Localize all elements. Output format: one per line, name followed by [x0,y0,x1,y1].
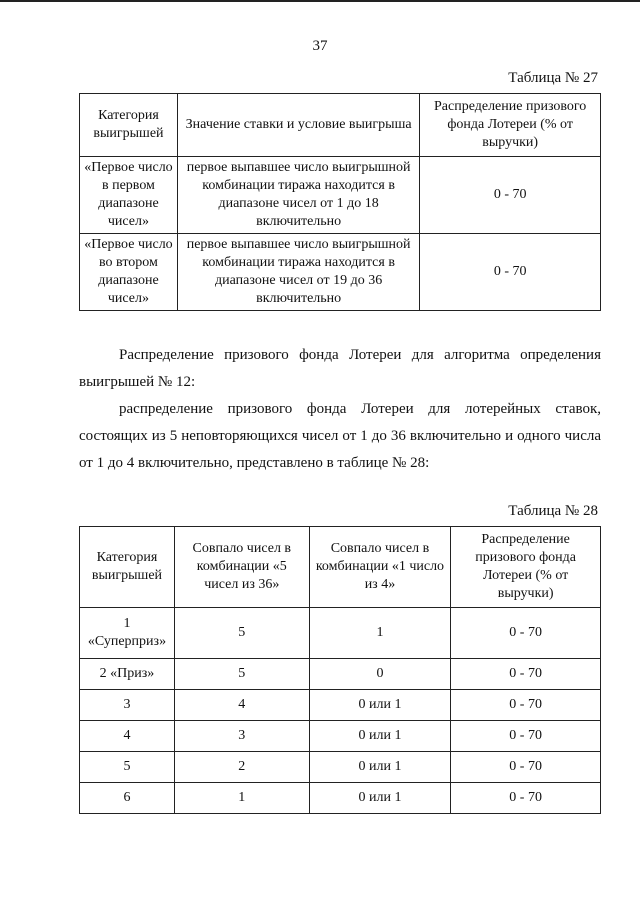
table-row [80,783,601,814]
header-match-1-of-4: Совпало чисел в комбинации «1 число из 4» [309,527,451,608]
table-28 [79,526,601,814]
cell-match-1-of-4: 0 [309,659,451,690]
header-category: Категория выигрышей [80,94,178,157]
cell-distribution: 0 - 70 [420,234,601,311]
cell-match-1-of-4: 0 или 1 [309,721,451,752]
cell-distribution: 0 - 70 [451,608,601,659]
cell-distribution: 0 - 70 [451,659,601,690]
table-27 [79,93,601,311]
cell-distribution: 0 - 70 [451,752,601,783]
cell-match-5-of-36: 2 [174,752,309,783]
table-row [80,721,601,752]
cell-match-5-of-36: 5 [174,608,309,659]
cell-match-5-of-36: 4 [174,690,309,721]
header-category: Категория выигрышей [80,527,175,608]
header-prize-fund: Распределение призового фонда Лотереи (% от выручки) [420,94,601,157]
cell-distribution: 0 - 70 [451,690,601,721]
cell-condition: первое выпавшее число выигрышной комбинации тиража находится в диапазоне чисел от 19 до 36 включительно [177,234,419,311]
cell-match-1-of-4: 1 [309,608,451,659]
table-header-row [80,527,601,608]
table-28-title: Таблица № 28 [508,503,598,519]
cell-category: 6 [80,783,175,814]
cell-match-5-of-36: 5 [174,659,309,690]
cell-distribution: 0 - 70 [451,721,601,752]
table-27-title: Таблица № 27 [508,70,598,86]
table-row [80,234,601,311]
cell-distribution: 0 - 70 [451,783,601,814]
page-number: 37 [312,38,328,54]
cell-category: «Первое число во втором диапазоне чисел» [80,234,178,311]
cell-distribution: 0 - 70 [420,157,601,234]
scan-edge-line [0,0,640,2]
cell-category: 5 [80,752,175,783]
cell-category: 2 «Приз» [80,659,175,690]
cell-category: 1 «Суперприз» [80,608,175,659]
table-row [80,608,601,659]
table-row [80,752,601,783]
table-header-row [80,94,601,157]
header-stake-condition: Значение ставки и условие выигрыша [177,94,419,157]
header-match-5-of-36: Совпало чисел в комбинации «5 чисел из 36» [174,527,309,608]
header-prize-fund: Распределение призового фонда Лотереи (% от выручки) [451,527,601,608]
cell-category: 3 [80,690,175,721]
table-row [80,157,601,234]
paragraph-distribution: распределение призового фонда Лотереи для лотерейных ставок, состоящих из 5 неповторяющихся чисел от 1 до 36 включительно и одного числа от 1 до 4 включительно, представлено в таблице № 28: [79,401,601,471]
paragraph-algorithm-12: Распределение призового фонда Лотереи для алгоритма определения выигрышей № 12: [79,347,601,390]
table-row [80,690,601,721]
cell-match-5-of-36: 3 [174,721,309,752]
cell-category: 4 [80,721,175,752]
table-row [80,659,601,690]
cell-condition: первое выпавшее число выигрышной комбинации тиража находится в диапазоне чисел от 1 до 18 включительно [177,157,419,234]
cell-match-1-of-4: 0 или 1 [309,752,451,783]
cell-match-1-of-4: 0 или 1 [309,690,451,721]
cell-category: «Первое число в первом диапазоне чисел» [80,157,178,234]
cell-match-5-of-36: 1 [174,783,309,814]
cell-match-1-of-4: 0 или 1 [309,783,451,814]
